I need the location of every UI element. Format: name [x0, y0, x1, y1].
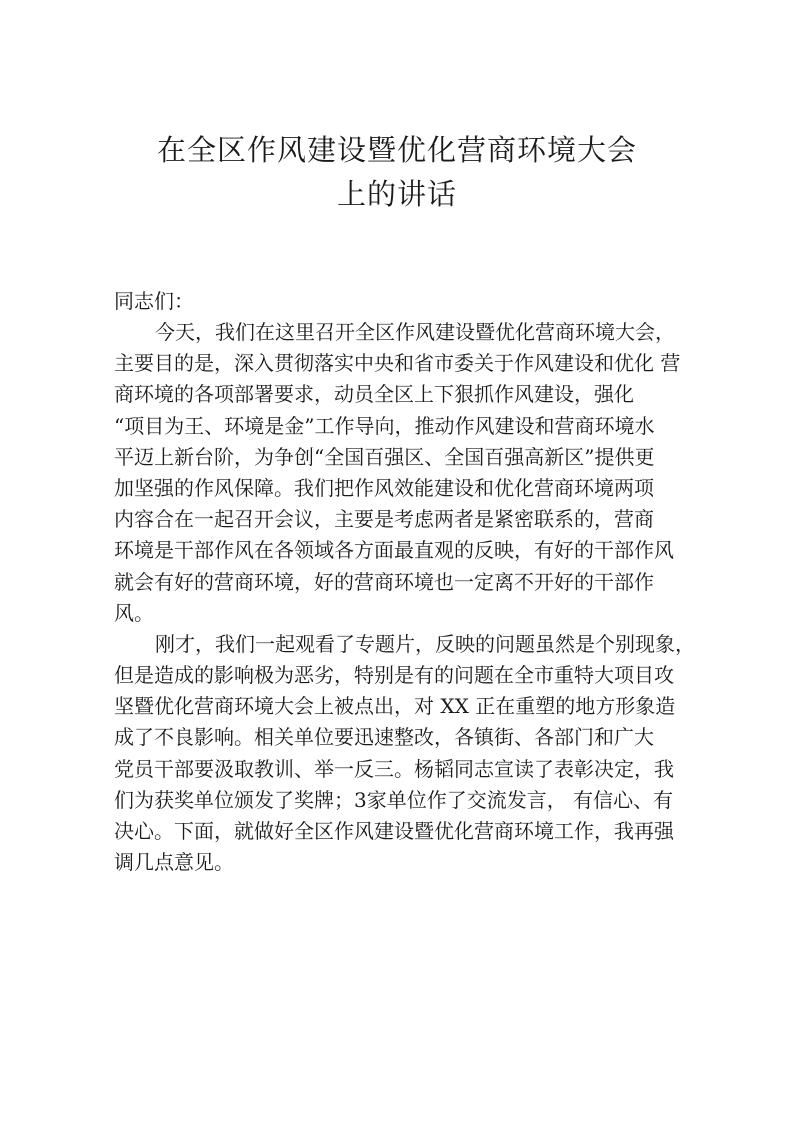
document-title [0, 128, 794, 216]
paragraph-line: 平迈上新台阶，为争创“全国百强区、全国百强高新区”提供更 [114, 444, 655, 469]
paragraph-line: “项目为王、环境是金”工作导向，推动作风建设和营商环境水 [114, 413, 655, 438]
paragraph-line: 调几点意见。 [114, 850, 234, 875]
paragraph-line: 环境是干部作风在各领域各方面最直观的反映，有好的干部作风 [114, 538, 674, 563]
paragraph-line: 但是造成的影响极为恶劣，特别是有的问题在全市重特大项目攻 [114, 663, 674, 688]
paragraph-line: 刚才，我们一起观看了专题片，反映的问题虽然是个别现象， [155, 631, 695, 656]
paragraph-line: 主要目的是，深入贯彻落实中央和省市委关于作风建设和优化 营 [114, 351, 681, 376]
paragraph-1 [114, 317, 700, 629]
paragraph-line: 们为获奖单位颁发了奖牌；3家单位作了交流发言， 有信心、有 [114, 787, 674, 812]
paragraph-line: 决心。下面，就做好全区作风建设暨优化营商环境工作，我再强 [114, 819, 674, 843]
paragraph-line: 内容合在一起召开会议，主要是考虑两者是紧密联系的，营商 [114, 507, 654, 532]
salutation: 同志们： [114, 289, 194, 313]
paragraph-line: 今天，我们在这里召开全区作风建设暨优化营商环境大会， [155, 320, 675, 344]
document-body [114, 286, 700, 878]
paragraph-line: 商环境的各项部署要求，动员全区上下狠抓作风建设，强化 [114, 382, 634, 407]
title-line: 在全区作风建设暨优化营商环境大会 [156, 133, 637, 167]
paragraph-line: 加坚强的作风保障。我们把作风效能建设和优化营商环境两项 [114, 475, 654, 500]
paragraph-line: 坚暨优化营商环境大会上被点出，对 XX 正在重塑的地方形象造 [114, 694, 676, 719]
title-line: 上的讲话 [336, 177, 457, 211]
paragraph-line: 成了不良影响。相关单位要迅速整改，各镇街、各部门和广大 [114, 725, 654, 750]
paragraph-line: 党员干部要汲取教训、举一反三。杨韬同志宣读了表彰决定，我 [114, 756, 674, 781]
paragraph-line: 风。 [114, 600, 154, 625]
paragraph-line: 就会有好的营商环境，好的营商环境也一定离不开好的干部作 [114, 569, 654, 594]
paragraph-2 [114, 629, 700, 879]
